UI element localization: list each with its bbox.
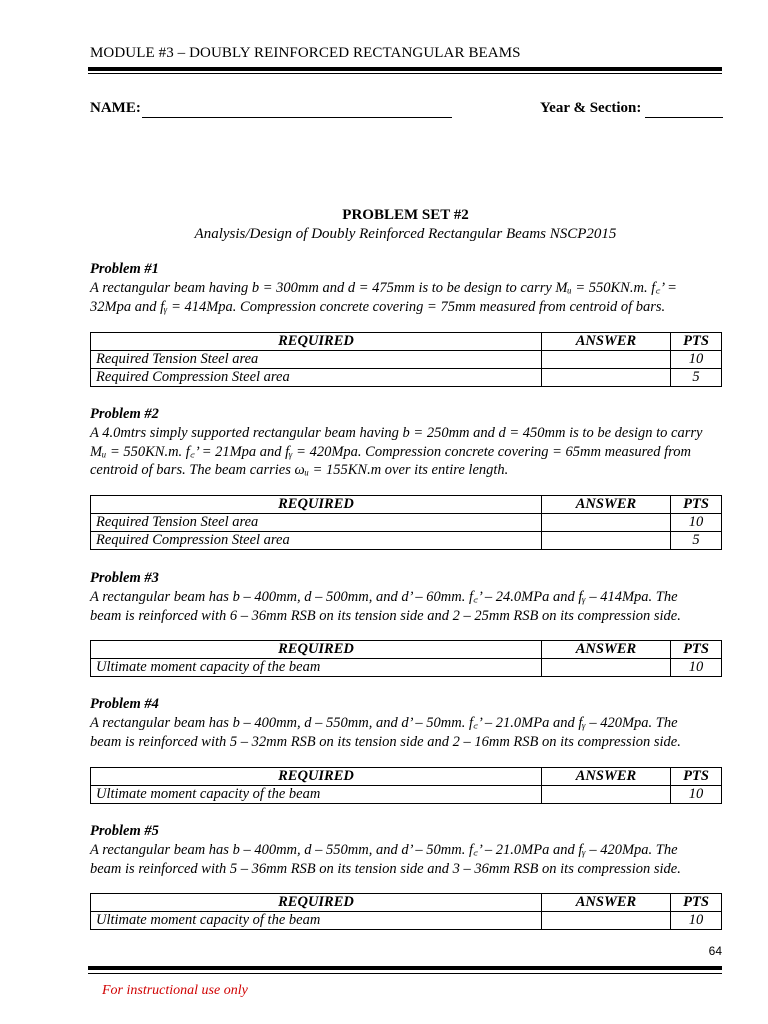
table-header-row — [91, 496, 722, 514]
problem-statement — [90, 714, 722, 751]
problem-statement — [90, 588, 722, 625]
table-header-row — [91, 894, 722, 912]
required-cell: Required Tension Steel area — [91, 351, 542, 369]
table-row — [91, 532, 722, 550]
pts-cell: 5 — [671, 532, 722, 550]
answer-cell[interactable] — [542, 532, 671, 550]
problem-heading: Problem #4 — [90, 696, 159, 712]
required-header: REQUIRED — [91, 894, 542, 912]
answer-header: ANSWER — [542, 496, 671, 514]
required-header: REQUIRED — [91, 768, 542, 786]
required-table — [90, 332, 722, 387]
answer-header: ANSWER — [542, 641, 671, 659]
answer-cell[interactable] — [542, 369, 671, 387]
required-cell: Required Tension Steel area — [91, 514, 542, 532]
pts-cell: 10 — [671, 514, 722, 532]
required-header: REQUIRED — [91, 641, 542, 659]
table-row — [91, 912, 722, 930]
name-label: NAME: — [90, 100, 141, 116]
required-table — [90, 640, 722, 677]
problem-set-subtitle: Analysis/Design of Doubly Reinforced Rectangular Beams NSCP2015 — [194, 226, 617, 242]
required-table — [90, 893, 722, 930]
answer-cell[interactable] — [542, 912, 671, 930]
module-header: MODULE #3 – DOUBLY REINFORCED RECTANGULAR BEAMS — [90, 45, 521, 61]
statement-line: A rectangular beam has b – 400mm, d – 550mm, and d’ – 50mm. f꜀’ – 21.0MPa and fᵧ – 420Mpa. The — [90, 842, 678, 858]
required-header: REQUIRED — [91, 496, 542, 514]
table-row — [91, 369, 722, 387]
table-row — [91, 659, 722, 677]
problem-heading: Problem #1 — [90, 261, 159, 277]
problem-statement — [90, 841, 722, 878]
pts-cell: 10 — [671, 659, 722, 677]
pts-header: PTS — [671, 641, 722, 659]
statement-line: beam is reinforced with 6 – 36mm RSB on its tension side and 2 – 25mm RSB on its compression side. — [90, 607, 681, 624]
statement-line: beam is reinforced with 5 – 36mm RSB on its tension side and 3 – 36mm RSB on its compression side. — [90, 860, 681, 877]
statement-line: A rectangular beam having b = 300mm and d = 475mm is to be design to carry Mᵤ = 550KN.m. f꜀’ = — [90, 280, 677, 296]
answer-cell[interactable] — [542, 786, 671, 804]
problem-heading: Problem #3 — [90, 570, 159, 586]
problem-statement — [90, 279, 722, 316]
answer-header: ANSWER — [542, 894, 671, 912]
statement-line: A 4.0mtrs simply supported rectangular beam having b = 250mm and d = 450mm is to be design to carry — [90, 425, 703, 441]
required-cell: Required Compression Steel area — [91, 532, 542, 550]
table-header-row — [91, 768, 722, 786]
problem-heading: Problem #2 — [90, 406, 159, 422]
pts-header: PTS — [671, 333, 722, 351]
footer-note: For instructional use only — [102, 983, 248, 998]
statement-line: beam is reinforced with 5 – 32mm RSB on its tension side and 2 – 16mm RSB on its compression side. — [90, 733, 681, 750]
footer-rule-thin — [88, 973, 722, 974]
footer-rule — [88, 966, 722, 970]
answer-cell[interactable] — [542, 514, 671, 532]
problem-set-title: PROBLEM SET #2 — [342, 207, 469, 223]
table-header-row — [91, 333, 722, 351]
table-row — [91, 351, 722, 369]
statement-line: A rectangular beam has b – 400mm, d – 500mm, and d’ – 60mm. f꜀’ – 24.0MPa and fᵧ – 414Mpa. The — [90, 589, 678, 605]
required-cell: Required Compression Steel area — [91, 369, 542, 387]
table-row — [91, 514, 722, 532]
statement-line: A rectangular beam has b – 400mm, d – 550mm, and d’ – 50mm. f꜀’ – 21.0MPa and fᵧ – 420Mpa. The — [90, 715, 678, 731]
pts-header: PTS — [671, 496, 722, 514]
statement-line: centroid of bars. The beam carries ωᵤ = 155KN.m over its entire length. — [90, 462, 509, 478]
answer-header: ANSWER — [542, 333, 671, 351]
problem-statement — [90, 424, 722, 480]
table-row — [91, 786, 722, 804]
required-table — [90, 767, 722, 804]
problem-heading: Problem #5 — [90, 823, 159, 839]
required-cell: Ultimate moment capacity of the beam — [91, 912, 542, 930]
name-field[interactable] — [142, 117, 452, 118]
required-table — [90, 495, 722, 550]
required-cell: Ultimate moment capacity of the beam — [91, 659, 542, 677]
header-rule — [88, 67, 722, 71]
year-section-field[interactable] — [645, 117, 723, 118]
statement-line: 32Mpa and fᵧ = 414Mpa. Compression concrete covering = 75mm measured from centroid of bars. — [90, 298, 666, 315]
statement-line: Mᵤ = 550KN.m. f꜀’ = 21Mpa and fᵧ = 420Mpa. Compression concrete covering = 65mm measured from — [90, 443, 691, 460]
required-cell: Ultimate moment capacity of the beam — [91, 786, 542, 804]
header-rule-thin — [88, 73, 722, 74]
pts-cell: 5 — [671, 369, 722, 387]
required-header: REQUIRED — [91, 333, 542, 351]
table-header-row — [91, 641, 722, 659]
page-number: 64 — [708, 944, 722, 958]
year-section-label: Year & Section: — [540, 100, 642, 116]
pts-cell: 10 — [671, 786, 722, 804]
answer-header: ANSWER — [542, 768, 671, 786]
answer-cell[interactable] — [542, 659, 671, 677]
pts-header: PTS — [671, 768, 722, 786]
pts-header: PTS — [671, 894, 722, 912]
pts-cell: 10 — [671, 912, 722, 930]
pts-cell: 10 — [671, 351, 722, 369]
answer-cell[interactable] — [542, 351, 671, 369]
